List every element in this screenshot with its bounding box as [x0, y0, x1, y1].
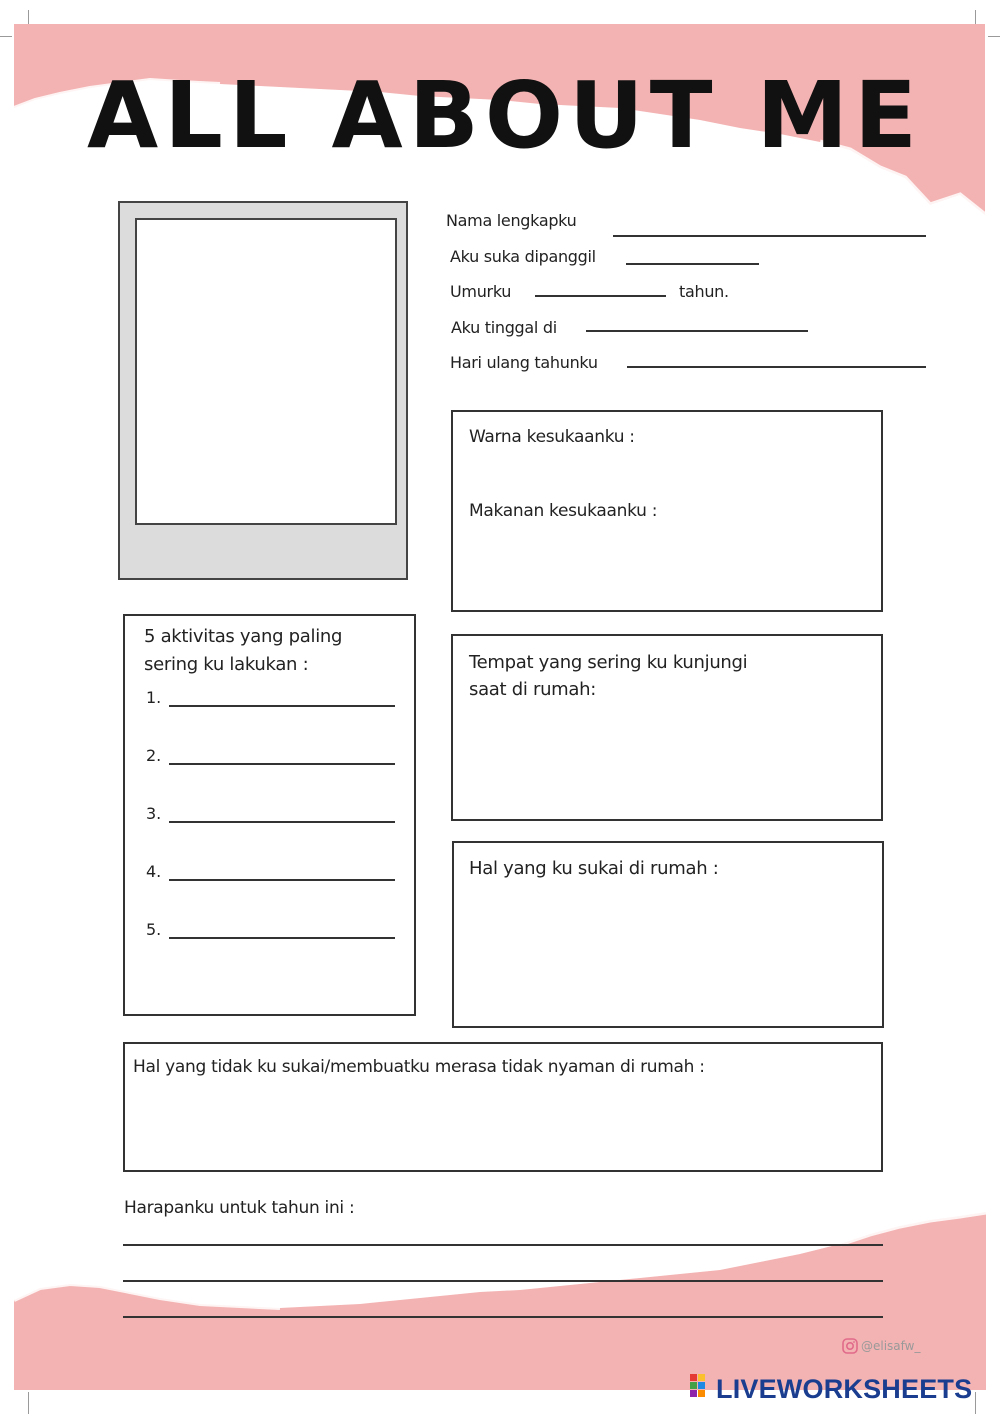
photo-area[interactable] — [135, 218, 397, 525]
age-label: Umurku — [450, 282, 512, 301]
credit — [842, 1338, 920, 1354]
activity-number: 5. — [146, 920, 162, 939]
birthday-label: Hari ulang tahunku — [450, 353, 598, 372]
birthday-input[interactable] — [627, 366, 926, 368]
activities-heading-line1: 5 aktivitas yang paling — [144, 626, 343, 647]
favorite-food-label: Makanan kesukaanku : — [469, 501, 658, 521]
dislikes-label: Hal yang tidak ku sukai/membuatku merasa tidak nyaman di rumah : — [133, 1057, 705, 1077]
full-name-label: Nama lengkapku — [446, 211, 577, 230]
likes-label: Hal yang ku sukai di rumah : — [469, 858, 719, 879]
activity-number: 2. — [146, 746, 162, 765]
activity-number: 4. — [146, 862, 162, 881]
credit-handle: @elisafw_ — [861, 1339, 921, 1353]
age-input[interactable] — [535, 295, 666, 297]
nickname-input[interactable] — [626, 263, 759, 265]
activity-input-1[interactable] — [169, 705, 395, 707]
places-label-line1: Tempat yang sering ku kunjungi — [469, 652, 748, 673]
page-title: ALL ABOUT ME — [87, 62, 923, 169]
activity-number: 1. — [146, 688, 162, 707]
age-suffix: tahun. — [679, 282, 729, 301]
instagram-icon — [842, 1338, 858, 1354]
activity-input-2[interactable] — [169, 763, 395, 765]
activity-input-3[interactable] — [169, 821, 395, 823]
full-name-input[interactable] — [613, 235, 926, 237]
liveworksheets-logo[interactable] — [690, 1371, 972, 1407]
nickname-label: Aku suka dipanggil — [450, 247, 596, 266]
activity-input-4[interactable] — [169, 879, 395, 881]
liveworksheets-wordmark: LIVEWORKSHEETS — [716, 1373, 973, 1404]
activities-heading-line2: sering ku lakukan : — [144, 654, 309, 675]
address-input[interactable] — [586, 330, 808, 332]
hopes-input-line-3[interactable] — [123, 1316, 883, 1318]
activity-number: 3. — [146, 804, 162, 823]
hopes-input-line-2[interactable] — [123, 1280, 883, 1282]
photo-frame — [118, 201, 408, 580]
liveworksheets-icon — [690, 1374, 714, 1404]
hopes-input-line-1[interactable] — [123, 1244, 883, 1246]
places-label-line2: saat di rumah: — [469, 679, 597, 700]
favorite-color-label: Warna kesukaanku : — [469, 427, 635, 447]
activity-input-5[interactable] — [169, 937, 395, 939]
address-label: Aku tinggal di — [451, 318, 557, 337]
hopes-label: Harapanku untuk tahun ini : — [124, 1198, 355, 1218]
